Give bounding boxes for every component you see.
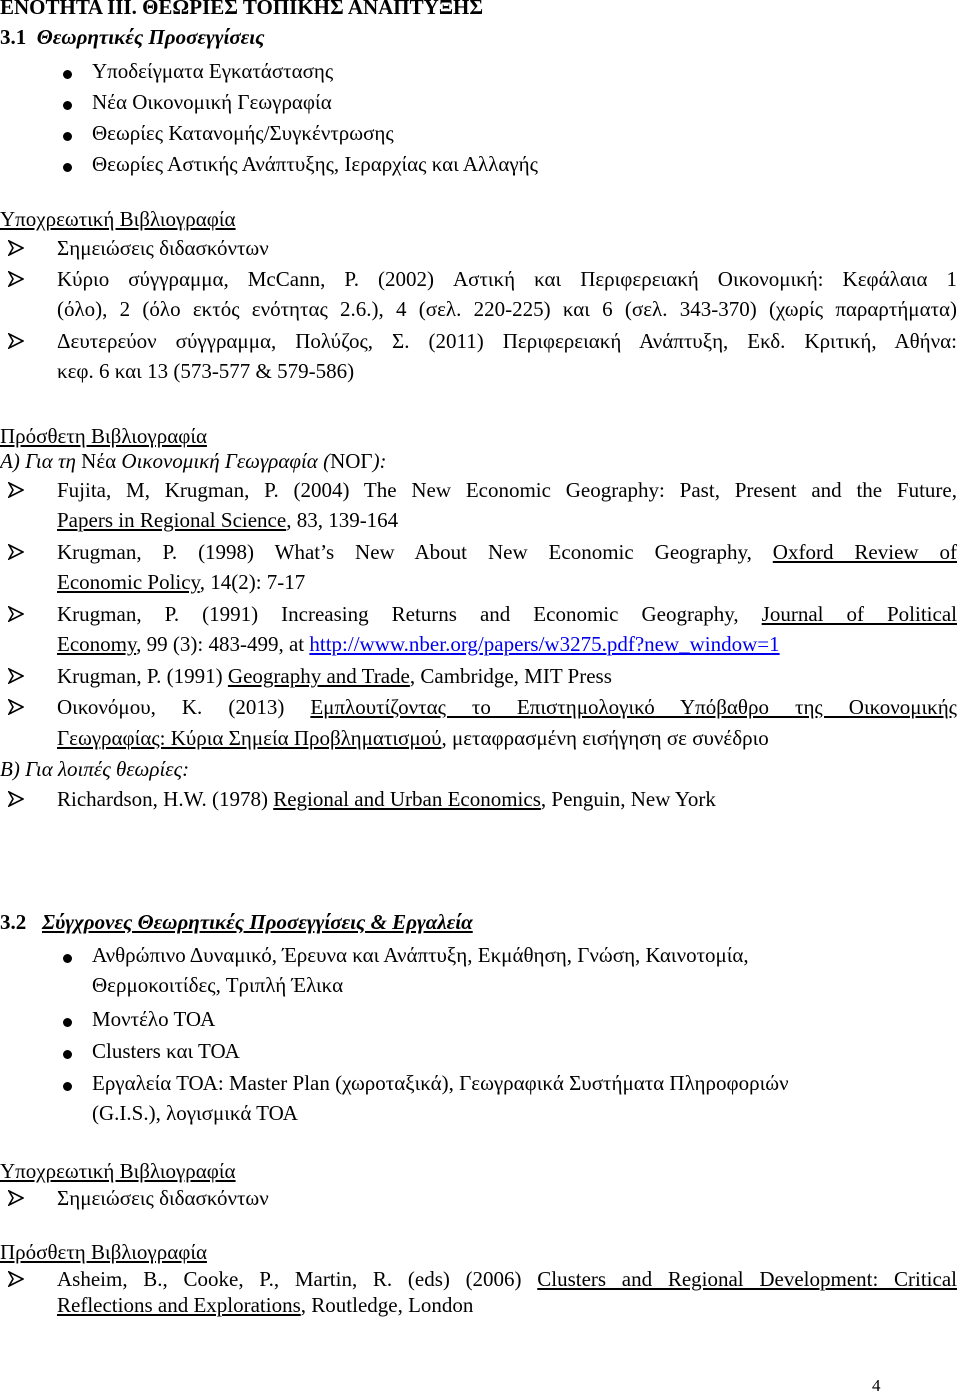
subheading-part: ΝΟΓ — [330, 449, 373, 473]
bullet-icon — [63, 70, 72, 79]
paper-title: Γεωγραφίας: Κύρια Σημεία Προβληματισμού — [57, 726, 442, 750]
ref-text: Οικονόμου, Κ. (2013) — [57, 695, 311, 719]
book-title: Geography and Trade — [227, 664, 410, 688]
ref-oikonomou — [57, 694, 957, 720]
unit-title: ΕΝΟΤΗΤΑ ΙΙΙ. ΘΕΩΡΙΕΣ ΤΟΠΙΚΗΣ ΑΝΑΠΤΥΞΗΣ — [0, 0, 484, 19]
section-3-1-heading — [0, 24, 264, 50]
arrow-bullet-icon — [8, 668, 24, 684]
journal-title: Oxford Review of — [772, 540, 957, 564]
additional-bibliography-heading: Πρόσθετη Βιβλιογραφία — [0, 1240, 207, 1264]
section-number: 3.2 — [0, 910, 27, 934]
ref-asheim — [57, 1266, 957, 1292]
ref-details: , 99 (3): 483-499, at — [136, 632, 310, 656]
ref-fujita-krugman-cont — [57, 507, 398, 533]
bullet-icon — [63, 1050, 72, 1059]
arrow-bullet-icon — [8, 333, 24, 349]
topic-item: Νέα Οικονομική Γεωγραφία — [92, 90, 332, 114]
required-ref-mccann: Κύριο σύγγραμμα, McCann, P. (2002) Αστική και Περιφερειακή Οικονομική: Κεφάλαια 1 — [57, 267, 957, 291]
topic-item: Clusters και ΤΟΑ — [92, 1039, 240, 1063]
section-title: Θεωρητικές Προσεγγίσεις — [36, 25, 265, 49]
arrow-bullet-icon — [8, 606, 24, 622]
ref-details: , Penguin, New York — [540, 787, 716, 811]
book-title: Reflections and Explorations — [57, 1293, 301, 1317]
ref-fujita-krugman: Fujita, M, Krugman, P. (2004) The New Economic Geography: Past, Present and the Future, — [57, 478, 957, 502]
journal-title: Papers in Regional Science — [57, 508, 287, 532]
bullet-icon — [63, 101, 72, 110]
book-title: Regional and Urban Economics — [273, 787, 541, 811]
section-number: 3.1 — [0, 25, 27, 49]
journal-title: Journal of Political — [761, 602, 957, 626]
ref-richardson — [57, 786, 716, 812]
subheading-neg — [0, 448, 387, 474]
ref-krugman-1998 — [57, 539, 957, 565]
ref-details: , Cambridge, MIT Press — [409, 664, 612, 688]
arrow-bullet-icon — [8, 271, 24, 287]
topic-item: Εργαλεία ΤΟΑ: Master Plan (χωροταξικά), Γεωγραφικά Συστήματα Πληροφοριών — [92, 1071, 789, 1095]
arrow-bullet-icon — [8, 482, 24, 498]
required-ref-notes: Σημειώσεις διδασκόντων — [57, 236, 269, 260]
topic-item: Θεωρίες Κατανομής/Συγκέντρωσης — [92, 121, 394, 145]
ref-krugman-1991a — [57, 601, 957, 627]
bullet-icon — [63, 1018, 72, 1027]
page-number: 4 — [872, 1376, 881, 1395]
ref-krugman-1991b — [57, 663, 612, 689]
ref-details: , μεταφρασμένη εισήγηση σε συνέδριο — [441, 726, 769, 750]
paper-title: Εμπλουτίζοντας το Επιστημολογικό Υπόβαθρο της Οικονομικής — [310, 695, 957, 719]
topic-item: Ανθρώπινο Δυναμικό, Έρευνα και Ανάπτυξη, Εκμάθηση, Γνώση, Καινοτομία, — [92, 943, 749, 967]
topic-item-cont: (G.I.S.), λογισμικά ΤΟΑ — [92, 1101, 298, 1125]
ref-text: Krugman, P. (1991) — [57, 664, 228, 688]
ref-krugman-1998-cont — [57, 569, 305, 595]
ref-krugman-1991a-cont — [57, 631, 780, 657]
journal-title: Economy — [57, 632, 137, 656]
topic-item: Θεωρίες Αστικής Ανάπτυξης, Ιεραρχίας και Αλλαγής — [92, 152, 538, 176]
ref-oikonomou-cont — [57, 725, 769, 751]
topic-item-cont: Θερμοκοιτίδες, Τριπλή Έλικα — [92, 973, 344, 997]
topic-item: Υποδείγματα Εγκατάστασης — [92, 59, 334, 83]
ref-details: , Routledge, London — [300, 1293, 474, 1317]
arrow-bullet-icon — [8, 1271, 24, 1287]
journal-title: Economic Policy — [57, 570, 200, 594]
bullet-icon — [63, 163, 72, 172]
ref-asheim-cont — [57, 1292, 473, 1318]
required-ref-mccann-cont: (όλο), 2 (όλο εκτός ενότητας 2.6.), 4 (σελ. 220-225) και 6 (σελ. 343-370) (χωρίς παραρτήματα) — [57, 297, 957, 321]
arrow-bullet-icon — [8, 699, 24, 715]
ref-details: , 83, 139-164 — [286, 508, 399, 532]
subheading-part: Α) Για τη — [0, 449, 82, 473]
nber-link[interactable]: http://www.nber.org/papers/w3275.pdf?new_window=1 — [309, 632, 780, 656]
required-ref-notes: Σημειώσεις διδασκόντων — [57, 1186, 269, 1210]
required-ref-polyzos: Δευτερεύον σύγγραμμα, Πολύζος, Σ. (2011) Περιφερειακή Ανάπτυξη, Εκδ. Κριτική, Αθήνα: — [57, 329, 957, 353]
section-title: Σύγχρονες Θεωρητικές Προσεγγίσεις & Εργαλεία — [42, 910, 473, 934]
subheading-part: Νέα — [81, 449, 117, 473]
arrow-bullet-icon — [8, 791, 24, 807]
section-3-2-heading — [0, 909, 473, 935]
topic-item: Μοντέλο ΤΟΑ — [92, 1007, 216, 1031]
ref-text: Krugman, P. (1991) Increasing Returns and Economic Geography, — [57, 602, 762, 626]
arrow-bullet-icon — [8, 544, 24, 560]
required-bibliography-heading: Υποχρεωτική Βιβλιογραφία — [0, 1159, 236, 1183]
ref-text: Asheim, B., Cooke, P., Martin, R. (eds) (2006) — [57, 1267, 538, 1291]
subheading-part: ): — [372, 449, 387, 473]
ref-text: Richardson, H.W. (1978) — [57, 787, 274, 811]
bullet-icon — [63, 1082, 72, 1091]
ref-details: , 14(2): 7-17 — [199, 570, 306, 594]
additional-bibliography-heading: Πρόσθετη Βιβλιογραφία — [0, 424, 207, 448]
arrow-bullet-icon — [8, 240, 24, 256]
arrow-bullet-icon — [8, 1190, 24, 1206]
bullet-icon — [63, 132, 72, 141]
subheading-other-theories: Β) Για λοιπές θεωρίες: — [0, 757, 190, 781]
ref-text: Krugman, P. (1998) What’s New About New Economic Geography, — [57, 540, 773, 564]
book-title: Clusters and Regional Development: Critical — [537, 1267, 957, 1291]
bullet-icon — [63, 954, 72, 963]
subheading-part: Οικονομική Γεωγραφία ( — [116, 449, 331, 473]
required-bibliography-heading: Υποχρεωτική Βιβλιογραφία — [0, 207, 236, 231]
required-ref-polyzos-cont: κεφ. 6 και 13 (573-577 & 579-586) — [57, 359, 355, 383]
